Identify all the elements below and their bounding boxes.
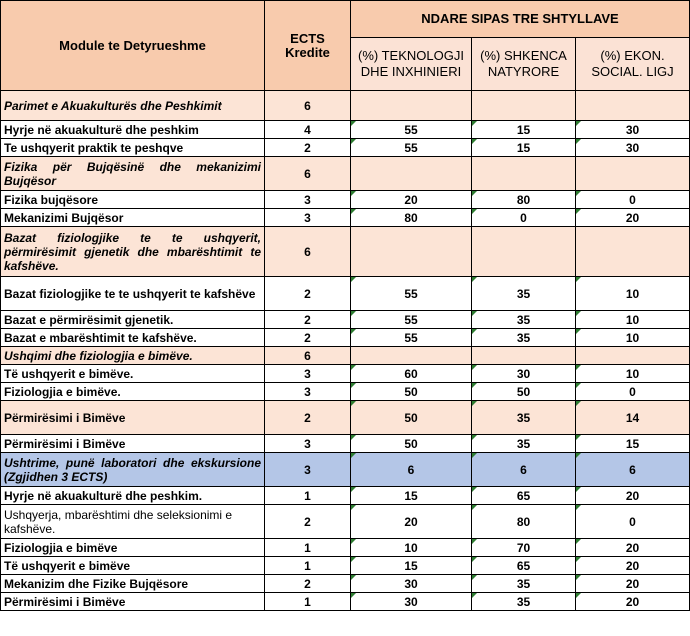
ects-cell: 4 <box>265 121 351 139</box>
group-row <box>1 157 690 191</box>
ects-cell: 2 <box>265 329 351 347</box>
ects-cell: 6 <box>265 91 351 121</box>
shk-cell: 80 <box>472 505 576 539</box>
module-name-cell: Hyrje në akuakulturë dhe peshkim. <box>1 487 265 505</box>
table-row <box>1 209 690 227</box>
table-row <box>1 453 690 487</box>
ekon-cell: 20 <box>576 557 690 575</box>
ects-cell: 6 <box>265 157 351 191</box>
group-row <box>1 227 690 277</box>
table-row <box>1 191 690 209</box>
ekon-cell: 6 <box>576 453 690 487</box>
ects-cell: 1 <box>265 557 351 575</box>
shk-cell: 35 <box>472 435 576 453</box>
module-name-cell: Ushtrime, punë laboratori dhe ekskursione (Zgjidhen 3 ECTS) <box>1 453 265 487</box>
tek-cell: 6 <box>351 453 472 487</box>
ects-cell: 2 <box>265 277 351 311</box>
module-name-cell: Fiziologjia e bimëve <box>1 539 265 557</box>
shk-header: (%) SHKENCA NATYRORE <box>472 38 576 91</box>
ekon-cell: 0 <box>576 505 690 539</box>
ekon-cell: 10 <box>576 277 690 311</box>
shk-cell: 80 <box>472 191 576 209</box>
ects-cell: 3 <box>265 435 351 453</box>
table-body <box>1 91 690 611</box>
ects-cell: 1 <box>265 487 351 505</box>
shk-cell: 35 <box>472 401 576 435</box>
shk-cell: 15 <box>472 139 576 157</box>
module-name-cell: Përmirësimi i Bimëve <box>1 401 265 435</box>
tek-cell: 15 <box>351 487 472 505</box>
ekon-cell: 20 <box>576 575 690 593</box>
ects-cell: 1 <box>265 593 351 611</box>
table-row <box>1 383 690 401</box>
tek-cell: 50 <box>351 383 472 401</box>
module-name-cell: Bazat e mbarështimit te kafshëve. <box>1 329 265 347</box>
table-row <box>1 435 690 453</box>
tek-cell: 50 <box>351 401 472 435</box>
table-row <box>1 277 690 311</box>
ects-cell: 3 <box>265 191 351 209</box>
table-row <box>1 365 690 383</box>
ects-cell: 3 <box>265 453 351 487</box>
tek-cell: 10 <box>351 539 472 557</box>
tek-cell <box>351 157 472 191</box>
ects-cell: 2 <box>265 401 351 435</box>
tek-cell: 20 <box>351 505 472 539</box>
tek-cell: 20 <box>351 191 472 209</box>
tek-header: (%) TEKNOLOGJI DHE INXHINIERI <box>351 38 472 91</box>
table-row <box>1 401 690 435</box>
module-name-cell: Bazat e përmirësimit gjenetik. <box>1 311 265 329</box>
tek-cell: 55 <box>351 329 472 347</box>
ekon-cell: 10 <box>576 311 690 329</box>
ects-cell: 6 <box>265 347 351 365</box>
tek-cell: 50 <box>351 435 472 453</box>
module-name-cell: Përmirësimi i Bimëve <box>1 593 265 611</box>
tek-cell: 55 <box>351 311 472 329</box>
ekon-cell: 20 <box>576 593 690 611</box>
module-name-cell: Parimet e Akuakulturës dhe Peshkimit <box>1 91 265 121</box>
ekon-cell <box>576 91 690 121</box>
ects-cell: 2 <box>265 505 351 539</box>
shk-cell <box>472 91 576 121</box>
tek-cell <box>351 91 472 121</box>
tek-cell: 55 <box>351 277 472 311</box>
module-name-cell: Ushqimi dhe fiziologjia e bimëve. <box>1 347 265 365</box>
tek-cell: 30 <box>351 575 472 593</box>
ects-cell: 3 <box>265 209 351 227</box>
module-name-cell: Bazat fiziologjike te te ushqyerit te kafshëve <box>1 277 265 311</box>
module-header: Module te Detyrueshme <box>1 1 265 91</box>
ekon-cell <box>576 347 690 365</box>
tek-cell: 55 <box>351 121 472 139</box>
tek-cell <box>351 347 472 365</box>
table-row <box>1 505 690 539</box>
ekon-cell: 30 <box>576 139 690 157</box>
ekon-cell <box>576 157 690 191</box>
shk-cell: 65 <box>472 487 576 505</box>
shk-cell: 35 <box>472 311 576 329</box>
table-row <box>1 487 690 505</box>
shk-cell: 35 <box>472 575 576 593</box>
ekon-cell: 20 <box>576 539 690 557</box>
shk-cell: 6 <box>472 453 576 487</box>
module-name-cell: Hyrje në akuakulturë dhe peshkim <box>1 121 265 139</box>
module-name-cell: Ushqyerja, mbarështimi dhe seleksionimi e kafshëve. <box>1 505 265 539</box>
ects-cell: 2 <box>265 575 351 593</box>
ects-cell: 2 <box>265 311 351 329</box>
ekon-cell: 30 <box>576 121 690 139</box>
module-name-cell: Të ushqyerit e bimëve. <box>1 365 265 383</box>
ects-cell: 3 <box>265 383 351 401</box>
shk-cell: 0 <box>472 209 576 227</box>
group-row <box>1 91 690 121</box>
tek-cell <box>351 227 472 277</box>
module-name-cell: Të ushqyerit e bimëve <box>1 557 265 575</box>
shk-cell: 15 <box>472 121 576 139</box>
tek-cell: 55 <box>351 139 472 157</box>
table-row <box>1 329 690 347</box>
module-name-cell: Fiziologjia e bimëve. <box>1 383 265 401</box>
ects-cell: 3 <box>265 365 351 383</box>
ects-cell: 2 <box>265 139 351 157</box>
table-row <box>1 593 690 611</box>
ekon-cell: 14 <box>576 401 690 435</box>
shk-cell <box>472 347 576 365</box>
ects-cell: 6 <box>265 227 351 277</box>
table-row <box>1 311 690 329</box>
shk-cell: 35 <box>472 329 576 347</box>
shk-cell: 70 <box>472 539 576 557</box>
group-row <box>1 347 690 365</box>
ekon-cell: 0 <box>576 383 690 401</box>
tek-cell: 80 <box>351 209 472 227</box>
ekon-cell: 20 <box>576 209 690 227</box>
module-name-cell: Bazat fiziologjike te te ushqyerit, përmirësimit gjenetik dhe mbarështimit te kafshëve. <box>1 227 265 277</box>
ekon-cell: 10 <box>576 365 690 383</box>
shk-cell: 50 <box>472 383 576 401</box>
table-row <box>1 139 690 157</box>
shk-cell: 35 <box>472 277 576 311</box>
tek-cell: 60 <box>351 365 472 383</box>
table-row <box>1 121 690 139</box>
module-name-cell: Fizika bujqësore <box>1 191 265 209</box>
shk-cell <box>472 157 576 191</box>
module-name-cell: Fizika për Bujqësinë dhe mekanizimi Bujqësor <box>1 157 265 191</box>
split-header: NDARE SIPAS TRE SHTYLLAVE <box>351 1 690 38</box>
table-row <box>1 557 690 575</box>
tek-cell: 30 <box>351 593 472 611</box>
shk-cell: 65 <box>472 557 576 575</box>
tek-cell: 15 <box>351 557 472 575</box>
ekon-header: (%) EKON. SOCIAL. LIGJ <box>576 38 690 91</box>
module-name-cell: Mekanizim dhe Fizike Bujqësore <box>1 575 265 593</box>
ekon-cell: 0 <box>576 191 690 209</box>
ekon-cell: 15 <box>576 435 690 453</box>
ekon-cell: 20 <box>576 487 690 505</box>
table-row <box>1 575 690 593</box>
ects-header: ECTS Kredite <box>265 1 351 91</box>
module-name-cell: Mekanizimi Bujqësor <box>1 209 265 227</box>
table-row <box>1 539 690 557</box>
module-name-cell: Te ushqyerit praktik te peshqve <box>1 139 265 157</box>
ekon-cell <box>576 227 690 277</box>
shk-cell: 35 <box>472 593 576 611</box>
shk-cell: 30 <box>472 365 576 383</box>
module-name-cell: Përmirësimi i Bimëve <box>1 435 265 453</box>
header-row-top <box>1 1 690 38</box>
ekon-cell: 10 <box>576 329 690 347</box>
ects-cell: 1 <box>265 539 351 557</box>
shk-cell <box>472 227 576 277</box>
